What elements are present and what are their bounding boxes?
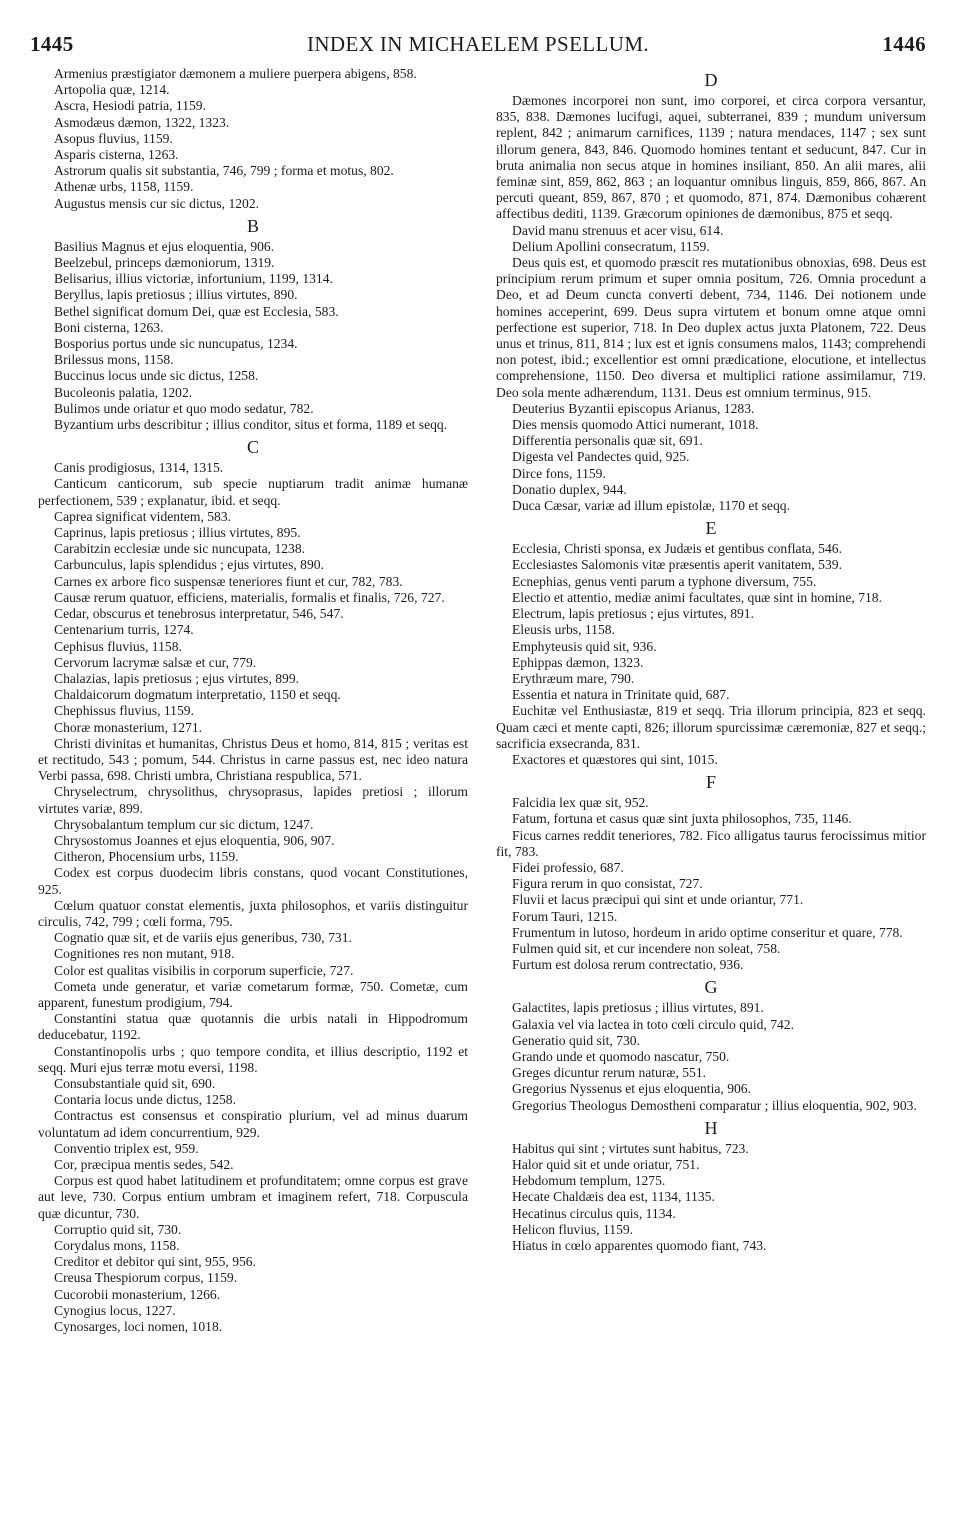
- index-entry: Codex est corpus duodecim libris constans, quod vocant Constitutiones, 925.: [38, 865, 468, 897]
- index-entry: Artopolia quæ, 1214.: [54, 82, 170, 98]
- index-entry: Cor, præcipua mentis sedes, 542.: [54, 1157, 234, 1172]
- page-number-left: 1445: [30, 32, 74, 56]
- index-entry: Erythræum mare, 790.: [512, 670, 635, 686]
- index-entry: Frumentum in lutoso, hordeum in arido optime conseritur et quare, 778.: [512, 924, 903, 940]
- index-entry: Carnes ex arbore fico suspensæ teneriores fiunt et cur, 782, 783.: [54, 573, 403, 589]
- index-entry: Ecclesiastes Salomonis vitæ præsentis aperit vanitatem, 539.: [512, 557, 842, 573]
- index-entry: Ascra, Hesiodi patria, 1159.: [54, 98, 207, 114]
- index-entry: Euchitæ vel Enthusiastæ, 819 et seqq. Tria illorum principia, 823 et seqq. Quam cæci et mente capti, 826; illorum spurcissimæ cæremoniæ, 827 et seqq.; sacrificia exsecranda, 831.: [496, 703, 926, 751]
- section-f-entries: [496, 795, 926, 973]
- index-entry: Christi divinitas et humanitas, Christus Deus et homo, 814, 815 ; veritas est et rectitudo, 543 ; pomum, 544. Christus in carne passus est, nec ideo natura Verbi passa, 698. Christi umbra, Christiana respublica, 571.: [38, 735, 468, 784]
- letter-heading-f: F: [705, 772, 716, 793]
- index-entry: Habitus qui sint ; virtutes sunt habitus, 723.: [512, 1140, 749, 1156]
- index-entry: Greges dicuntur rerum naturæ, 551.: [512, 1065, 707, 1081]
- index-entry: Helicon fluvius, 1159.: [512, 1221, 634, 1237]
- index-entry: Color est qualitas visibilis in corporum superficie, 727.: [54, 962, 354, 978]
- index-entry: Falcidia lex quæ sit, 952.: [512, 795, 649, 811]
- index-entry: Deus quis est, et quomodo præscit res mutationibus obnoxias, 698. Deus est principium rerum primum et super omnia positum, 726. Omnia procedunt a Deo, et ad Deum cuncta converti debent, 734, 1146. Dei notionem unde homines acceperint, 699. Deus supra virtutem et bonum omne atque omni perfectione est superior, 718. In Deo duplex actus juxta Platonem, 722. Deus unus et trinus, 811, 814 ; lux est et ignis consumens malos, 1143; comprehendi non potest, ibid.; excellentior est omni prædicatione, elocutione, et intellectus comprehensione, 1150. Deo diversa et multiplici ratione assimilamur, 719. Deo sola mente adhærendum, 1131. Deus est omnium terminus, 915.: [496, 255, 926, 400]
- index-entry: Forum Tauri, 1215.: [512, 908, 618, 924]
- index-entry: Grando unde et quomodo nascatur, 750.: [512, 1048, 730, 1064]
- index-entry: Caprinus, lapis pretiosus ; illius virtutes, 895.: [54, 525, 301, 541]
- index-entry: Cedar, obscurus et tenebrosus interpretatur, 546, 547.: [54, 606, 344, 622]
- index-entry: Cognitiones res non mutant, 918.: [54, 946, 235, 962]
- index-entry: Basilius Magnus et ejus eloquentia, 906.: [54, 238, 275, 254]
- index-entry: Delium Apollini consecratum, 1159.: [512, 238, 710, 254]
- index-entry: Deuterius Byzantii episcopus Arianus, 1283.: [512, 400, 755, 416]
- index-entry: Causæ rerum quatuor, efficiens, materialis, formalis et finalis, 726, 727.: [54, 589, 445, 605]
- section-e-entries: [496, 541, 926, 768]
- index-entry: Bulimos unde oriatur et quo modo sedatur, 782.: [54, 400, 314, 416]
- index-entry: Carbunculus, lapis splendidus ; ejus virtutes, 890.: [54, 557, 324, 573]
- index-entry: Ephippas dæmon, 1323.: [512, 654, 644, 670]
- index-entry: Chryselectrum, chrysolithus, chrysoprasus, lapides pretiosi ; illorum virtutes variæ, 899.: [38, 784, 468, 816]
- index-entry: Emphyteusis quid sit, 936.: [512, 638, 657, 654]
- index-entry: Augustus mensis cur sic dictus, 1202.: [54, 195, 260, 211]
- index-entry: Duca Cæsar, variæ ad illum epistolæ, 1170 et seqq.: [512, 498, 790, 514]
- index-entry: Fatum, fortuna et casus quæ sint juxta philosophos, 735, 1146.: [512, 811, 852, 827]
- index-entry: Caprea significat videntem, 583.: [54, 508, 232, 524]
- index-entry: Exactores et quæstores qui sint, 1015.: [512, 751, 718, 767]
- index-entry: Choræ monasterium, 1271.: [54, 719, 203, 735]
- index-entry: Chrysobalantum templum cur sic dictum, 1247.: [54, 816, 314, 832]
- index-entry: Figura rerum in quo consistat, 727.: [512, 876, 703, 892]
- index-entry: Halor quid sit et unde oriatur, 751.: [512, 1156, 700, 1172]
- section-d-entries: [496, 93, 926, 514]
- index-entry: Asopus fluvius, 1159.: [54, 130, 173, 146]
- index-entry: Carabitzin ecclesiæ unde sic nuncupata, 1238.: [54, 541, 306, 557]
- index-entry: Constantini statua quæ quotannis die urbis natali in Hippodromum deducebatur, 1192.: [38, 1011, 468, 1043]
- index-entry: Bethel significat domum Dei, quæ est Ecclesia, 583.: [54, 303, 339, 319]
- index-entry: Differentia personalis quæ sit, 691.: [512, 433, 703, 449]
- index-entry: Bosporius portus unde sic nuncupatus, 1234.: [54, 336, 298, 352]
- index-entry: Cometa unde generatur, et variæ cometarum formæ, 750. Cometæ, cum apparent, funestum prodigium, 794.: [38, 978, 468, 1010]
- letter-heading-d: D: [704, 70, 718, 90]
- index-entry: Fluvii et lacus præcipui qui sint et unde oriantur, 771.: [512, 892, 804, 908]
- letter-heading-e: E: [705, 518, 717, 539]
- index-entry: Cephisus fluvius, 1158.: [54, 638, 182, 654]
- index-entry: Creusa Thespiorum corpus, 1159.: [54, 1270, 238, 1286]
- index-entry: Byzantium urbs describitur ; illius conditor, situs et forma, 1189 et seqq.: [54, 417, 448, 433]
- index-entry: Donatio duplex, 944.: [512, 481, 627, 497]
- index-entry: Gregorius Nyssenus et ejus eloquentia, 906.: [512, 1081, 751, 1097]
- letter-heading-h: H: [704, 1117, 718, 1138]
- index-entry: Athenæ urbs, 1158, 1159.: [54, 179, 194, 195]
- section-g-entries: [496, 1000, 926, 1113]
- index-entry: Electio et attentio, mediæ animi facultates, quæ sint in homine, 718.: [512, 589, 882, 605]
- index-entry: Cucorobii monasterium, 1266.: [54, 1286, 221, 1302]
- index-entry: Beelzebul, princeps dæmoniorum, 1319.: [54, 255, 275, 271]
- index-entry: Asparis cisterna, 1263.: [54, 147, 179, 163]
- index-entry: Cervorum lacrymæ salsæ et cur, 779.: [54, 654, 257, 670]
- index-entry: Hebdomum templum, 1275.: [512, 1173, 666, 1189]
- index-entry: Ecnephias, genus venti parum a typhone diversum, 755.: [512, 573, 817, 589]
- index-entry: Chalazias, lapis pretiosus ; ejus virtutes, 899.: [54, 670, 300, 686]
- index-entry: Buccinus locus unde sic dictus, 1258.: [54, 368, 259, 384]
- index-entry: Armenius præstigiator dæmonem a muliere puerpera abigens, 858.: [54, 66, 417, 81]
- right-column: [496, 66, 926, 1254]
- index-entry: Corruptio quid sit, 730.: [54, 1221, 182, 1237]
- index-entry: Belisarius, illius victoriæ, infortunium, 1199, 1314.: [54, 271, 333, 287]
- letter-heading-c: C: [246, 437, 259, 458]
- index-entry: Astrorum qualis sit substantia, 746, 799 ; forma et motus, 802.: [54, 163, 394, 179]
- index-entry: Asmodæus dæmon, 1322, 1323.: [54, 114, 230, 130]
- index-entry: Chephissus fluvius, 1159.: [54, 703, 194, 719]
- index-entry: Centenarium turris, 1274.: [54, 622, 194, 638]
- index-entry: Bucoleonis palatia, 1202.: [54, 384, 193, 400]
- page-number-right: 1446: [882, 32, 926, 56]
- index-entry: Citheron, Phocensium urbs, 1159.: [54, 849, 239, 865]
- index-entry: Fulmen quid sit, et cur incendere non soleat, 758.: [512, 940, 781, 956]
- index-entry: Dies mensis quomodo Attici numerant, 1018.: [512, 417, 759, 433]
- index-entry: Hiatus in cœlo apparentes quomodo fiant, 743.: [512, 1238, 767, 1253]
- index-entry: David manu strenuus et acer visu, 614.: [512, 222, 724, 238]
- index-entry: Hecatinus circulus quis, 1134.: [512, 1205, 676, 1221]
- index-entry: Fidei professio, 687.: [512, 859, 624, 875]
- section-a-entries: [38, 66, 468, 212]
- index-entry: Galaxia vel via lactea in toto cœli circulo quid, 742.: [512, 1016, 794, 1032]
- letter-heading-b: B: [246, 215, 259, 236]
- index-entry: Hecate Chaldæis dea est, 1134, 1135.: [512, 1189, 715, 1205]
- page-header: [30, 32, 926, 60]
- index-entry: Corpus est quod habet latitudinem et profunditatem; omne corpus est grave aut leve, 730. Corpus entium umbram et imaginem refert, 718. Corpuscula quæ dicuntur, 730.: [38, 1173, 468, 1221]
- index-entry: Cognatio quæ sit, et de variis ejus generibus, 730, 731.: [54, 930, 352, 946]
- index-entry: Constantinopolis urbs ; quo tempore condita, et illius descriptio, 1192 et seqq. Muri ejus terræ motu eversi, 1198.: [38, 1043, 468, 1075]
- index-entry: Dæmones incorporei non sunt, imo corporei, et circa corpora versantur, 835, 838. Dæmones lucifugi, aquei, subterranei, 839 ; mundum universum replent, 842 ; animarum carnifices, 1139 ; natura mendaces, 1147 ; sex sunt illorum genera, 843, 846. Quomodo homines tentant et seducunt, 847. Cur in bruta animalia non secus atque in homines insiliant, 850. An alii mares, alii feminæ sint, 859, 862, 863 ; an loquantur omnibus linguis, 859, 866, 867. An percuti queant, 859, 867, 870 ; et quomodo, 871, 874. Dæmonibus cohærent affectibus dediti, 1139. Græcorum opiniones de dæmonibus, 875 et seqq.: [496, 93, 926, 222]
- index-entry: Dirce fons, 1159.: [512, 465, 606, 481]
- section-b-entries: [38, 239, 468, 433]
- letter-heading-g: G: [704, 977, 718, 998]
- index-entry: Consubstantiale quid sit, 690.: [54, 1075, 216, 1091]
- index-entry: Canis prodigiosus, 1314, 1315.: [54, 460, 224, 476]
- index-entry: Contractus est consensus et conspiratio plurium, vel ad minus duarum voluntatum ad idem concurrentium, 929.: [38, 1108, 468, 1140]
- index-entry: Corydalus mons, 1158.: [54, 1238, 180, 1254]
- index-entry: Furtum est dolosa rerum contrectatio, 936.: [512, 957, 744, 973]
- index-entry: Cynosarges, loci nomen, 1018.: [54, 1319, 223, 1335]
- index-entry: Digesta vel Pandectes quid, 925.: [512, 449, 690, 465]
- section-h-entries: [496, 1141, 926, 1254]
- index-entry: Chrysostomus Joannes et ejus eloquentia, 906, 907.: [54, 832, 335, 848]
- index-entry: Ficus carnes reddit teneriores, 782. Fico alligatus taurus ferocissimus mitior fit, 783.: [496, 827, 926, 859]
- index-entry: Gregorius Theologus Demostheni comparatur ; illius eloquentia, 902, 903.: [512, 1097, 917, 1113]
- index-entry: Cynogius locus, 1227.: [54, 1302, 176, 1318]
- index-entry: Ecclesia, Christi sponsa, ex Judæis et gentibus conflata, 546.: [512, 541, 842, 557]
- running-title: INDEX IN MICHAELEM PSELLUM.: [306, 32, 650, 56]
- index-entry: Conventio triplex est, 959.: [54, 1140, 199, 1156]
- section-c-entries: [38, 460, 468, 1335]
- index-entry: Eleusis urbs, 1158.: [512, 622, 615, 638]
- index-entry: Galactites, lapis pretiosus ; illius virtutes, 891.: [512, 1000, 764, 1016]
- index-entry: Chaldaicorum dogmatum interpretatio, 1150 et seqq.: [54, 687, 341, 703]
- index-entry: Boni cisterna, 1263.: [54, 319, 164, 335]
- index-entry: Creditor et debitor qui sint, 955, 956.: [54, 1254, 256, 1270]
- index-entry: Electrum, lapis pretiosus ; ejus virtutes, 891.: [512, 606, 755, 622]
- index-entry: Canticum canticorum, sub specie nuptiarum tradit animæ humanæ perfectionem, 539 ; explanatur, ibid. et seqq.: [38, 476, 468, 508]
- index-entry: Generatio quid sit, 730.: [512, 1032, 640, 1048]
- index-entry: Brilessus mons, 1158.: [54, 352, 174, 368]
- left-column: [38, 66, 468, 1335]
- index-entry: Contaria locus unde dictus, 1258.: [54, 1092, 236, 1108]
- index-entry: Cœlum quatuor constat elementis, juxta philosophos, et variis distinguitur circulis, 742, 799 ; cœli forma, 795.: [38, 897, 468, 929]
- index-entry: Essentia et natura in Trinitate quid, 687.: [512, 687, 730, 703]
- index-entry: Beryllus, lapis pretiosus ; illius virtutes, 890.: [54, 287, 298, 303]
